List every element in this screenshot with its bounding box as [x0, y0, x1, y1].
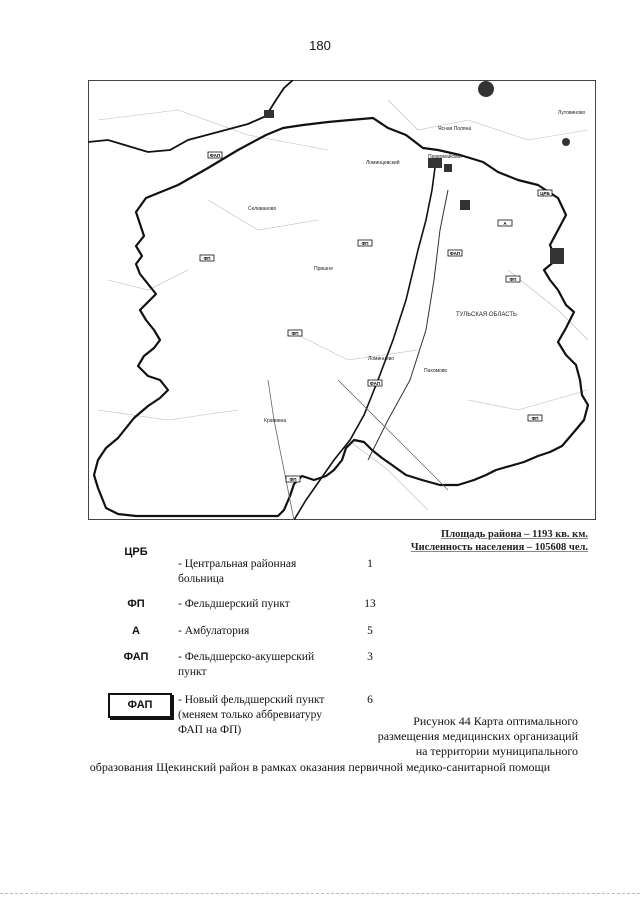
svg-text:ФП: ФП [289, 477, 297, 482]
legend-symbol: ЦРБ [124, 546, 148, 558]
legend-description: - Фельдшерский пункт [178, 598, 290, 610]
svg-text:ФП: ФП [509, 277, 517, 282]
svg-text:ЦРБ: ЦРБ [540, 191, 550, 196]
svg-text:Ломинцевский: Ломинцевский [366, 160, 400, 166]
svg-text:ФАП: ФАП [209, 153, 221, 158]
svg-text:ФАП: ФАП [369, 381, 381, 386]
svg-text:Ясная Поляна: Ясная Поляна [438, 126, 472, 132]
legend-symbol: А [132, 625, 140, 637]
legend-count: 3 [367, 651, 373, 663]
legend-description: - Новый фельдшерский пункт (меняем только аббревиатуру ФАП на ФП) [178, 694, 325, 736]
svg-text:ФП: ФП [361, 241, 369, 246]
svg-text:Лутовиново: Лутовиново [558, 110, 586, 116]
legend-count: 6 [367, 694, 373, 706]
legend-symbol: ФП [127, 598, 145, 610]
svg-text:ФП: ФП [531, 416, 539, 421]
figure-caption [100, 714, 578, 759]
svg-text:ФП: ФП [291, 331, 299, 336]
svg-text:Крапивна: Крапивна [264, 418, 287, 424]
svg-text:Пришня: Пришня [314, 266, 333, 272]
legend-count: 1 [367, 558, 373, 570]
marker-top [478, 81, 494, 97]
caption-line: на территории муниципального [415, 744, 578, 758]
legend-count: 5 [367, 625, 373, 637]
legend-symbol-boxed: ФАП [108, 693, 172, 718]
svg-text:ФАП: ФАП [449, 251, 461, 256]
svg-text:Первомайский: Первомайский [428, 154, 462, 160]
page-number: 180 [309, 38, 331, 53]
district-stats [411, 528, 588, 554]
legend-symbol: ФАП [123, 651, 149, 663]
svg-text:А: А [503, 221, 507, 226]
caption-line: Рисунок 44 Карта оптимального [413, 714, 578, 728]
svg-text:Ломинцево: Ломинцево [368, 356, 395, 362]
area-text: Площадь района – 1193 кв. км. [441, 529, 588, 540]
region-label: ТУЛЬСКАЯ ОБЛАСТЬ [456, 312, 517, 318]
map-frame [89, 81, 596, 520]
page-bottom-rule [0, 893, 640, 894]
legend-description: - Амбулатория [178, 625, 250, 637]
district-map [88, 80, 596, 520]
population-text: Численность населения – 105608 чел. [410, 542, 588, 553]
legend-description: - Центральная районная больница [178, 558, 297, 585]
legend-count: 13 [364, 598, 376, 610]
caption-line: размещения медицинских организаций [377, 729, 578, 743]
svg-text:Селиваново: Селиваново [248, 206, 277, 212]
legend-description: - Фельдшерско-акушерский пункт [178, 651, 315, 678]
caption-line: образования Щекинский район в рамках оказания первичной медико-санитарной помощи [89, 760, 551, 774]
svg-text:Пахомово: Пахомово [424, 368, 448, 374]
svg-text:ФП: ФП [203, 256, 211, 261]
